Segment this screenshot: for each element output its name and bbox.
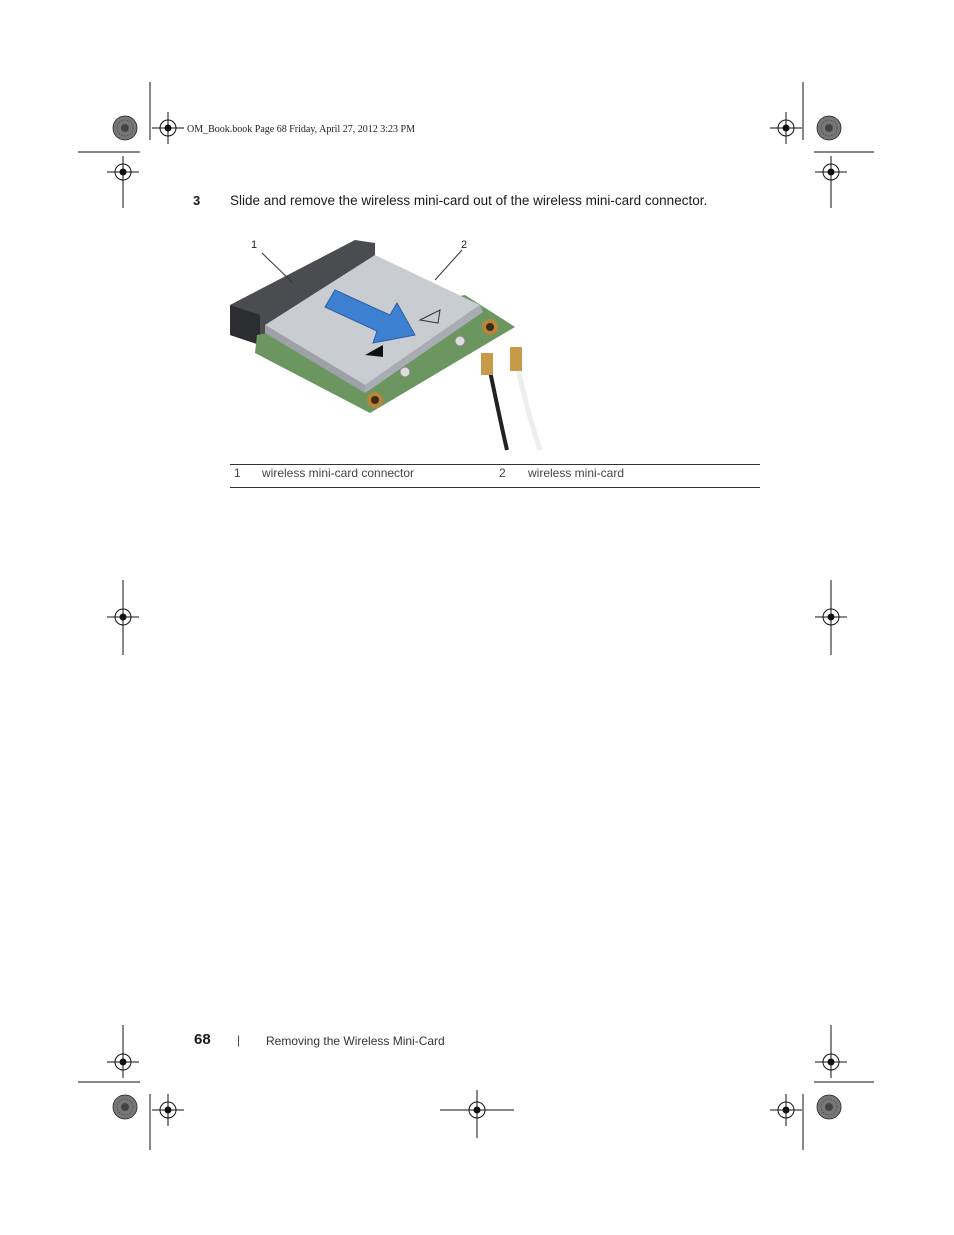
registration-mark-icon (815, 601, 847, 633)
registration-mark-icon (152, 112, 184, 144)
registration-mark-icon (107, 601, 139, 633)
figure-callout-1: 1 (251, 239, 258, 251)
print-slug: OM_Book.book Page 68 Friday, April 27, 2012 3:23 PM (187, 124, 415, 135)
color-bar-mark-icon (113, 1095, 137, 1119)
registration-mark-icon (770, 1094, 802, 1126)
step-instruction: Slide and remove the wireless mini-card out of the wireless mini-card connector. (230, 193, 708, 208)
registration-mark-icon (815, 156, 847, 188)
footer-section-title: Removing the Wireless Mini-Card (266, 1034, 445, 1048)
legend-label: wireless mini-card (528, 466, 625, 480)
registration-mark-icon (152, 1094, 184, 1126)
registration-mark-icon (107, 156, 139, 188)
step-number: 3 (193, 193, 201, 208)
footer-separator: | (237, 1033, 241, 1047)
color-bar-mark-icon (817, 1095, 841, 1119)
figure-legend-table (230, 464, 760, 488)
legend-number: 2 (499, 466, 506, 480)
mini-card-illustration (225, 235, 545, 455)
figure-callout-2: 2 (461, 239, 468, 251)
color-bar-mark-icon (113, 116, 137, 140)
registration-mark-icon (770, 112, 802, 144)
legend-number: 1 (234, 466, 241, 480)
color-bar-mark-icon (817, 116, 841, 140)
page-number: 68 (194, 1031, 211, 1048)
registration-mark-icon (107, 1046, 139, 1078)
registration-mark-icon (815, 1046, 847, 1078)
legend-label: wireless mini-card connector (262, 466, 415, 480)
